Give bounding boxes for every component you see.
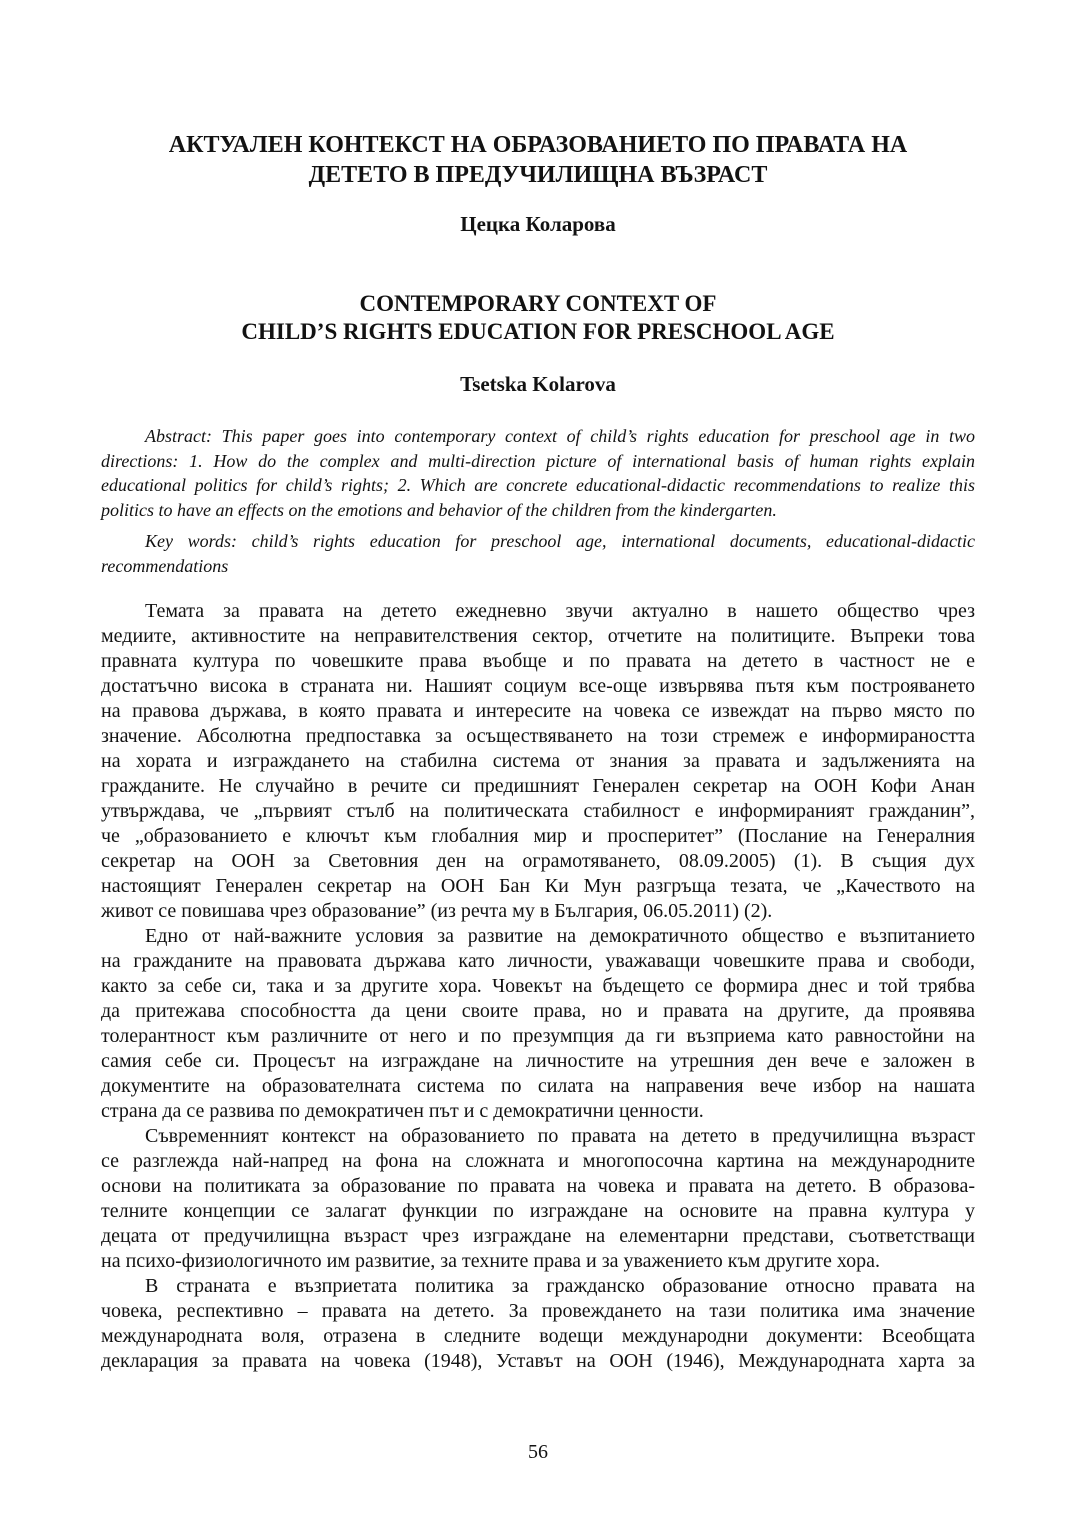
text-line: да притежава способността да цени своите права, но и правата на другите, да проявява: [101, 1000, 975, 1022]
text-line: страна да се развива по демократичен път и с демократични ценности.: [101, 1100, 704, 1122]
title-line: ДЕТЕТО В ПРЕДУЧИЛИЩНА ВЪЗРАСТ: [308, 162, 768, 188]
text-line: телните концепции се залагат функции по изграждане на основите на правна култура у: [101, 1200, 975, 1222]
paragraph-2: [101, 924, 975, 1124]
text-line: В страната е възприетата политика за гражданско образование относно правата на: [145, 1275, 975, 1297]
abstract-line: politics to have an effects on the emotions and behavior of the children from the kindergarten.: [101, 499, 777, 520]
text-line: живот се повишава чрез образование” (из речта му в България, 06.05.2011) (2).: [101, 900, 773, 922]
abstract-block: [101, 424, 975, 522]
text-line: както за себе си, така и за другите хора. Човекът на бъдещето се формира днес и той трябва: [101, 975, 975, 997]
keywords-block: [101, 529, 975, 578]
text-line: Съвременният контекст на образованието по правата на детето в предучилищна възраст: [145, 1125, 975, 1147]
text-line: на гражданите на правовата държава като личности, уважаващи човешките права и свободи,: [101, 950, 975, 972]
text-line: значение. Абсолютна предпоставка за осъществяването на този стремеж е информираността: [101, 725, 975, 747]
keywords-line: recommendations: [101, 555, 229, 576]
text-line: документите на образователната система по силата на направения вече избор на нашата: [101, 1075, 975, 1097]
text-line: секретар на ООН за Световния ден на ограмотяването, 08.09.2005) (1). В същия дух: [101, 850, 975, 872]
text-line: Едно от най-важните условия за развитие на демократичното общество е възпитанието: [145, 925, 975, 947]
text-line: толерантност към различните от него и по презумпция да ги възприема като равностойни на: [101, 1025, 975, 1047]
title-line: CHILD’S RIGHTS EDUCATION FOR PRESCHOOL AGE: [241, 319, 835, 344]
abstract-line: Abstract: This paper goes into contemporary context of child’s rights education for preschool age in two: [145, 426, 975, 446]
text-line: на правова държава, в която правата и интересите на човека се извеждат на първо място по: [101, 700, 975, 722]
keywords-line: Key words: child’s rights education for preschool age, international documents, educational-didactic: [145, 531, 975, 551]
text-line: международната воля, отразена в следните водещи международни документи: Всеобщата: [101, 1325, 975, 1347]
text-line: основи на политиката за образование по правата на човека и правата на детето. В образова-: [101, 1175, 975, 1197]
text-line: медиите, активностите на неправителствения сектор, отчетите на политиците. Въпреки това: [101, 625, 975, 647]
text-line: Темата за правата на детето ежедневно звучи актуално в нашето общество чрез: [145, 600, 975, 622]
paragraph-3: [101, 1124, 975, 1274]
text-line: децата от предучилищна възраст чрез изграждане на елементарни представи, съответстващи: [101, 1225, 975, 1247]
text-line: гражданите. Не случайно в речите си предишният Генерален секретар на ООН Кофи Анан: [101, 775, 975, 797]
text-line: на хората и изграждането на стабилна система от знания за правата и задълженията на: [101, 750, 975, 772]
text-line: настоящият Генерален секретар на ООН Бан Ки Мун разгръща тезата, че „Качеството на: [101, 875, 975, 897]
text-line: достатъчно висока в страната ни. Нашият социум все-още извървява пътя към построяването: [101, 675, 975, 697]
title-line: CONTEMPORARY CONTEXT OF: [359, 291, 717, 316]
paper-title-bulgarian: [101, 130, 975, 190]
paper-title-english: [101, 290, 975, 346]
paragraph-1: [101, 599, 975, 924]
text-line: на психо-физиологичното им развитие, за техните права и за уважението към другите хора.: [101, 1250, 881, 1272]
abstract-line: educational politics for child’s rights; 2. Which are concrete educational-didactic recommendations to realize this: [101, 475, 975, 495]
text-line: се разглежда най-напред на фона на сложната и многопосочна картина на международните: [101, 1150, 975, 1172]
text-line: самия себе си. Процесът на изграждане на личностите на утрешния ден вече е заложен в: [101, 1050, 975, 1072]
author-name-english: Tsetska Kolarova: [460, 372, 616, 396]
author-name-bulgarian: Цецка Коларова: [460, 212, 616, 236]
text-line: декларация за правата на човека (1948), Уставът на ООН (1946), Международната харта за: [101, 1350, 975, 1372]
page-content: [101, 0, 975, 1464]
text-line: че „образованието е ключът към глобалния мир и просперитет” (Послание на Генералния: [101, 825, 975, 847]
text-line: правната култура по човешките права въобще и по правата на детето в частност не е: [101, 650, 975, 672]
page-number: 56: [528, 1441, 548, 1463]
paragraph-4: [101, 1274, 975, 1374]
text-line: утвърждава, че „първият стълб на политическата стабилност е информираният гражданин”,: [101, 800, 975, 822]
title-line: АКТУАЛЕН КОНТЕКСТ НА ОБРАЗОВАНИЕТО ПО ПРАВАТА НА: [168, 132, 908, 158]
body-text: [101, 599, 975, 1374]
text-line: човека, респективно – правата на детето. За провеждането на тази политика има значение: [101, 1300, 975, 1322]
abstract-line: directions: 1. How do the complex and multi-direction picture of international basis of human rights explain: [101, 450, 975, 471]
